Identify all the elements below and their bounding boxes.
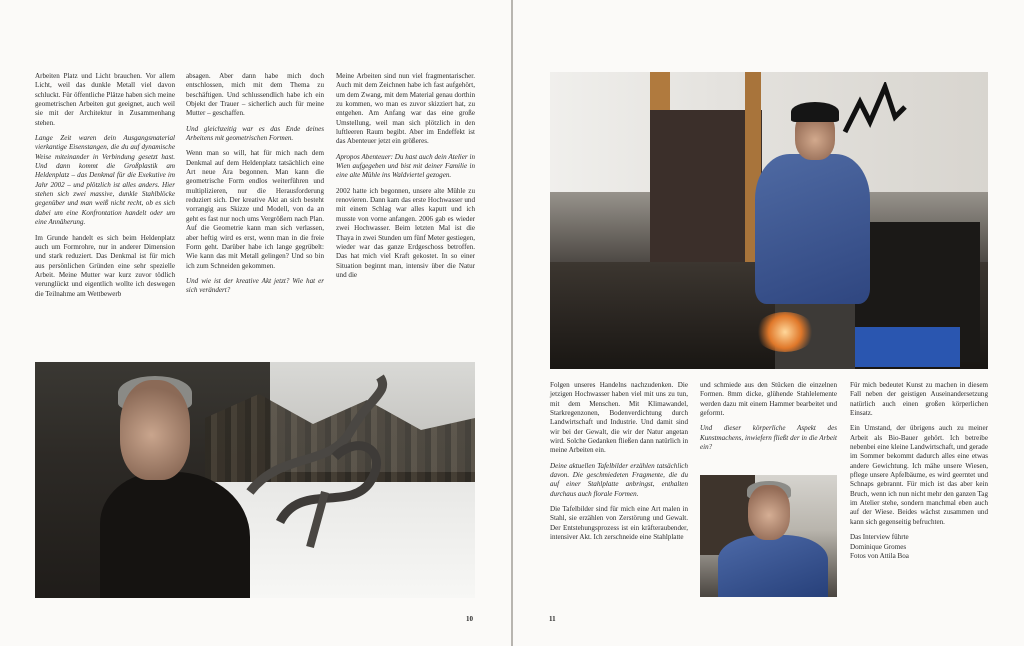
page-number-left: 10 xyxy=(466,615,473,623)
body-paragraph: Das Interview führte Dominique Gromes Fotos von Attila Boa xyxy=(850,533,909,560)
small-portrait-photo xyxy=(700,475,837,597)
interview-question: Lange Zeit waren dein Ausgangsmaterial vierkantige Eisenstangen, die du auf dynamische Weise miteinander in Verbindung gesetzt hast. Und dann kommt die Großplastik am Heldenplatz – das Denkmal für die Exekutive im Jahr 2002 – und plötzlich ist alles anders. Hier stehen sich zwei massive, dunkle Stahlblöcke gegenüber und man weiß nicht recht, ob es sich dabei um eine Konfrontation handelt oder um eine Annäherung. xyxy=(35,134,175,227)
body-paragraph: Wenn man so will, hat für mich nach dem Denkmal auf dem Heldenplatz tatsächlich eine Art neue Ära begonnen. Man kann die geometrische Form endlos weiterführen und multiplizieren, nur die Herausforderung reduziert sich. Der kreative Akt an sich besteht vorrangig aus Skizze und Modell, von da an geht es fast nur noch ums Vergrößern nach Plan. Auf die Geometrie kann man sich verlassen, aber heftig wird es erst, wenn man in die freie Form geht. Darüber habe ich lange gegrübelt: Wie kann das mit Metall gelingen? Und so bin ich zum Schneiden gekommen. xyxy=(186,149,324,270)
body-paragraph: und schmiede aus den Stücken die einzelnen Formen. 8mm dicke, glühende Stahlelemente werden dazu mit einem Hammer bearbeitet und geformt. xyxy=(700,381,837,418)
page-number-right: 11 xyxy=(549,615,556,623)
right-col-3 xyxy=(850,381,988,567)
interview-question: Und dieser körperliche Aspekt des Kunstmachens, inwiefern fließt der in die Arbeit ein? xyxy=(700,424,837,452)
body-paragraph: Folgen unseres Handelns nachzudenken. Die jetzigen Hochwasser haben viel mit uns zu tun, mit dem Menschen. Mit Klimawandel, Starkregenzonen, Bodenverdichtung durch Landwirtschaft und Industrie. Und damit sind wir bei der Gewalt, die wir der Natur angetan wird. Solche Gedanken fließen dann natürlich in meine Arbeiten ein. xyxy=(550,381,688,455)
body-paragraph: Im Grunde handelt es sich beim Heldenplatz auch um Formrohre, nur in anderer Dimension und stark reduziert. Das Denkmal ist für mich aus persönlichen Gründen eine sehr spezielle Arbeit. Meine Mutter war kurz zuvor tödlich verunglückt und eigentlich wollte ich deswegen die Teilnahme am Wettbewerb xyxy=(35,233,175,298)
left-page xyxy=(0,0,511,646)
forge-photo xyxy=(550,72,988,369)
body-paragraph: Meine Arbeiten sind nun viel fragmentarischer. Auch mit dem Zeichnen habe ich fast aufgehört, um dem Zwang, mit dem Material genau dorthin zu kommen, wo man es zuvor skizziert hat, zu entgehen. Am Anfang war das eine große Umstellung, weil man sich plötzlich in den luftleeren Raum begibt. Aber im Endeffekt ist das Abenteuer jetzt ein größeres. xyxy=(336,72,475,146)
interview-question: Apropos Abenteuer: Du hast auch dein Atelier in Wien aufgegeben und bist mit deiner Familie in eine alte Mühle ins Waldviertel gezogen. xyxy=(336,152,475,180)
body-paragraph: absagen. Aber dann habe mich doch entschlossen, mich mit dem Thema zu beschäftigen. Und schlussendlich habe ich ein Objekt der Trauer – sicherlich auch für meine Mutter – geschaffen. xyxy=(186,72,324,118)
sculpture-shape xyxy=(240,372,400,552)
right-col-1 xyxy=(550,381,688,549)
body-paragraph: Für mich bedeutet Kunst zu machen in diesem Fall neben der geistigen Auseinandersetzung natürlich auch einen großen körperlichen Einsatz. xyxy=(850,381,988,418)
left-col-2 xyxy=(186,72,324,302)
interview-question: Deine aktuellen Tafelbilder erzählen tatsächlich davon. Die geschmiedeten Fragmente, die du auf einer Stahlplatte anbringst, enthalten durchaus auch florale Formen. xyxy=(550,461,688,498)
left-col-3 xyxy=(336,72,475,286)
interview-question: Und gleichzeitig war es das Ende deines Arbeitens mit geometrischen Formen. xyxy=(186,124,324,143)
body-paragraph: Ein Umstand, der übrigens auch zu meiner Arbeit als Bio-Bauer gehört. Ich betreibe nebenbei eine kleine Landwirtschaft, und gerade im Sommer bekommt dadurch alles eine etwas andere Gewichtung. Ich mähe unsere Wiesen, pflege unsere Apfelbäume, es wird geerntet und Schnaps gebrannt. Für mich ist das aber kein Bruch, wenn ich nun nicht mehr den ganzen Tag im Atelier stehe, sondern manchmal eben auch auf der Wiese. Beides wächst zusammen und kann sich gegenseitig befruchten. xyxy=(850,424,988,526)
left-col-1 xyxy=(35,72,175,305)
interview-question: Und wie ist der kreative Akt jetzt? Wie hat er sich verändert? xyxy=(186,276,324,295)
right-col-2 xyxy=(700,381,837,458)
body-paragraph: 2002 hatte ich begonnen, unsere alte Mühle zu renovieren. Dann kam das erste Hochwasser und mit einem Schlag war alles kaputt und ich musste von vorne anfangen. 2006 gab es wieder zwei Hochwasser. Beim letzten Mal ist die Thaya in zwei Stunden um fünf Meter gestiegen, wieder war das ganze Erdgeschoss betroffen. Das hat mich viel Kraft gekostet. In so einer Situation beginnt man, intensiv über die Natur und die xyxy=(336,186,475,279)
body-paragraph: Arbeiten Platz und Licht brauchen. Vor allem Licht, weil das dunkle Metall viel davon schluckt. Für öffentliche Plätze haben sich meine geometrischen Arbeiten gut geeignet, auch weil sie mit der Architektur in Zusammenhang stehen. xyxy=(35,72,175,127)
body-paragraph: Die Tafelbilder sind für mich eine Art malen in Stahl, sie erzählen von Zerstörung und Gewalt. Der Entstehungsprozess ist ein kräfteraubender, intensiver Akt. Ich zerschneide eine Stahlplatte xyxy=(550,505,688,542)
portrait-photo xyxy=(35,362,475,598)
